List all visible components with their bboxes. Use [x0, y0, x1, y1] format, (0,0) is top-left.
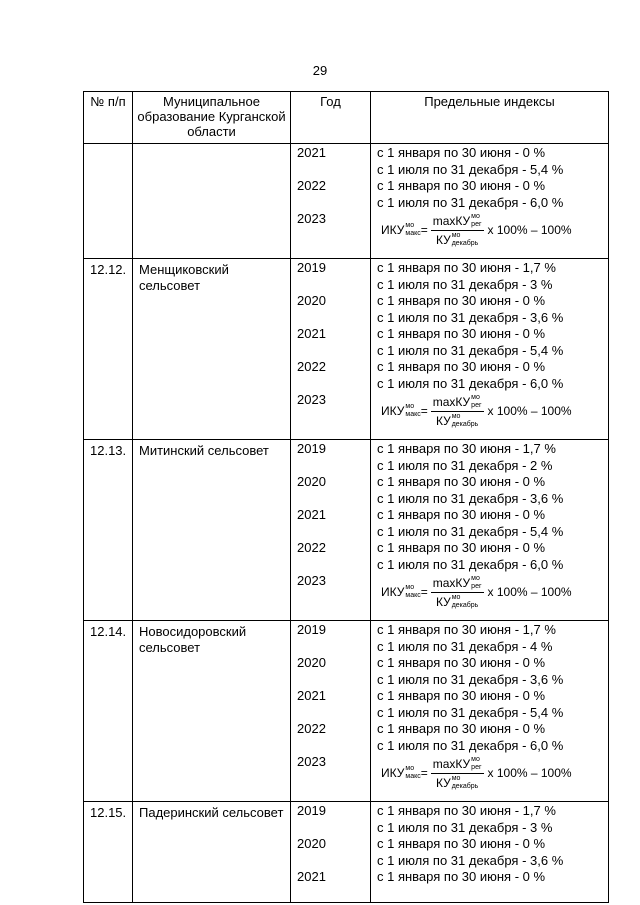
- formula-num-sup: мо: [471, 212, 480, 220]
- table-row: [84, 144, 609, 259]
- indices-cell: [371, 440, 609, 621]
- formula-rest: х 100% – 100%: [487, 766, 572, 780]
- formula-den-sup: мо: [451, 593, 461, 601]
- formula-lhs-sup: мо: [405, 403, 415, 410]
- municipality-name: Митинский сельсовет: [133, 440, 291, 621]
- index-line: с 1 января по 30 июня - 0 %: [377, 540, 546, 555]
- formula-rest: х 100% – 100%: [487, 585, 572, 599]
- formula-lhs-sub: макс: [405, 411, 421, 418]
- table-row: [84, 802, 609, 903]
- formula-num-sup: мо: [471, 574, 480, 582]
- year-value: 2022: [297, 178, 326, 193]
- formula-den-sup: мо: [451, 412, 461, 420]
- formula-den-sub: декабрь: [451, 239, 479, 247]
- row-number: 12.14.: [84, 621, 133, 802]
- formula-lhs-sup: мо: [405, 584, 415, 591]
- formula-num-sub: рег: [471, 220, 482, 228]
- formula-num-sub: рег: [471, 763, 482, 771]
- index-line: с 1 января по 30 июня - 1,7 %: [377, 803, 556, 818]
- index-formula: [377, 753, 608, 793]
- year-value: 2021: [297, 326, 326, 341]
- table-row: [84, 259, 609, 440]
- formula-den-sub: декабрь: [451, 782, 479, 790]
- municipality-name: Падеринский сельсовет: [133, 802, 291, 903]
- formula-lhs-sub: макс: [405, 773, 421, 780]
- formula-lhs: ИКУ: [381, 585, 405, 599]
- year-index-block: [377, 836, 608, 869]
- formula-num: maxКУ: [432, 575, 471, 590]
- formula-den: КУ: [435, 594, 451, 609]
- year-value: 2023: [297, 211, 326, 226]
- index-formula: [377, 572, 608, 612]
- row-number: [84, 144, 133, 259]
- formula-lhs-sub: макс: [405, 592, 421, 599]
- index-line: с 1 января по 30 июня - 0 %: [377, 178, 546, 193]
- header-year: Год: [291, 92, 371, 144]
- year-value: 2020: [297, 293, 326, 308]
- formula-lhs-sup: мо: [405, 222, 415, 229]
- formula-num-sup: мо: [471, 755, 480, 763]
- table-row: [84, 440, 609, 621]
- formula-lhs: ИКУ: [381, 404, 405, 418]
- index-line: с 1 июля по 31 декабря - 6,0 %: [377, 737, 564, 753]
- year-cell: [291, 802, 371, 903]
- formula-eq: =: [420, 766, 428, 780]
- formula-lhs-sub: макс: [405, 230, 421, 237]
- year-index-block: [377, 293, 608, 326]
- municipality-name: [133, 144, 291, 259]
- header-num: № п/п: [84, 92, 133, 144]
- formula-den: КУ: [435, 775, 451, 790]
- indices-cell: [371, 802, 609, 903]
- formula-lhs: ИКУ: [381, 223, 405, 237]
- table-body: [84, 144, 609, 903]
- year-index-block: [377, 178, 608, 211]
- year-index-block: [377, 572, 608, 619]
- year-index-block: [377, 259, 608, 293]
- year-cell: [291, 621, 371, 802]
- year-index-block: [377, 440, 608, 474]
- index-line: с 1 января по 30 июня - 0 %: [377, 145, 546, 160]
- index-line: с 1 июля по 31 декабря - 3 %: [377, 819, 553, 835]
- index-line: с 1 января по 30 июня - 0 %: [377, 836, 546, 851]
- index-line: с 1 января по 30 июня - 1,7 %: [377, 622, 556, 637]
- formula-num: maxКУ: [432, 756, 471, 771]
- page-number: 29: [312, 63, 328, 78]
- formula-den-sub: декабрь: [451, 420, 479, 428]
- year-cell: [291, 259, 371, 440]
- index-line: с 1 июля по 31 декабря - 6,0 %: [377, 194, 564, 210]
- year-value: 2020: [297, 474, 326, 489]
- index-line: с 1 января по 30 июня - 0 %: [377, 474, 546, 489]
- index-line: с 1 июля по 31 декабря - 2 %: [377, 457, 553, 473]
- formula-rest: х 100% – 100%: [487, 404, 572, 418]
- formula-num-sup: мо: [471, 393, 480, 401]
- municipality-name: Новосидоровский сельсовет: [133, 621, 291, 802]
- index-line: с 1 июля по 31 декабря - 3,6 %: [377, 852, 564, 868]
- year-value: 2023: [297, 754, 326, 769]
- indices-cell: [371, 259, 609, 440]
- index-line: с 1 января по 30 июня - 1,7 %: [377, 260, 556, 275]
- year-value: 2019: [297, 441, 326, 456]
- index-line: с 1 июля по 31 декабря - 6,0 %: [377, 556, 564, 572]
- index-line: с 1 июля по 31 декабря - 3,6 %: [377, 490, 564, 506]
- index-line: с 1 июля по 31 декабря - 6,0 %: [377, 375, 564, 391]
- table-header-row: [84, 92, 609, 144]
- formula-den-sub: декабрь: [451, 601, 479, 609]
- year-value: 2022: [297, 540, 326, 555]
- formula-rest: х 100% – 100%: [487, 223, 572, 237]
- tariff-index-table: [83, 91, 609, 903]
- year-value: 2021: [297, 869, 326, 884]
- year-value: 2020: [297, 655, 326, 670]
- year-index-block: [377, 688, 608, 721]
- table-row: [84, 621, 609, 802]
- index-line: с 1 января по 30 июня - 0 %: [377, 869, 546, 884]
- index-formula: [377, 210, 608, 250]
- year-cell: [291, 144, 371, 259]
- year-index-block: [377, 507, 608, 540]
- year-index-block: [377, 359, 608, 392]
- formula-lhs-sup: мо: [405, 765, 415, 772]
- year-cell: [291, 440, 371, 621]
- year-value: 2021: [297, 145, 326, 160]
- formula-den: КУ: [435, 413, 451, 428]
- year-index-block: [377, 655, 608, 688]
- index-formula: [377, 391, 608, 431]
- formula-num-sub: рег: [471, 582, 482, 590]
- year-value: 2020: [297, 836, 326, 851]
- formula-den-sup: мо: [451, 231, 461, 239]
- index-line: с 1 января по 30 июня - 0 %: [377, 655, 546, 670]
- year-index-block: [377, 753, 608, 800]
- indices-cell: [371, 144, 609, 259]
- index-line: с 1 января по 30 июня - 0 %: [377, 359, 546, 374]
- header-indices: Предельные индексы: [371, 92, 609, 144]
- formula-num-sub: рег: [471, 401, 482, 409]
- year-value: 2019: [297, 260, 326, 275]
- row-number: 12.15.: [84, 802, 133, 903]
- index-line: с 1 июля по 31 декабря - 4 %: [377, 638, 553, 654]
- index-line: с 1 января по 30 июня - 0 %: [377, 293, 546, 308]
- year-index-block: [377, 621, 608, 655]
- index-line: с 1 июля по 31 декабря - 5,4 %: [377, 342, 564, 358]
- index-line: с 1 июля по 31 декабря - 5,4 %: [377, 523, 564, 539]
- formula-num: maxКУ: [432, 394, 471, 409]
- header-municipality: Муниципальное образование Курганской области: [133, 92, 291, 144]
- year-index-block: [377, 540, 608, 573]
- formula-lhs: ИКУ: [381, 766, 405, 780]
- year-value: 2023: [297, 392, 326, 407]
- year-index-block: [377, 802, 608, 836]
- year-value: 2023: [297, 573, 326, 588]
- formula-den: КУ: [435, 232, 451, 247]
- formula-num: maxКУ: [432, 213, 471, 228]
- index-line: с 1 января по 30 июня - 0 %: [377, 721, 546, 736]
- index-line: с 1 июля по 31 декабря - 3,6 %: [377, 309, 564, 325]
- year-index-block: [377, 210, 608, 257]
- index-line: с 1 июля по 31 декабря - 3,6 %: [377, 671, 564, 687]
- index-line: с 1 января по 30 июня - 0 %: [377, 688, 546, 703]
- row-number: 12.13.: [84, 440, 133, 621]
- year-value: 2019: [297, 803, 326, 818]
- year-index-block: [377, 326, 608, 359]
- index-line: с 1 июля по 31 декабря - 5,4 %: [377, 704, 564, 720]
- index-line: с 1 января по 30 июня - 0 %: [377, 507, 546, 522]
- row-number: 12.12.: [84, 259, 133, 440]
- year-index-block: [377, 474, 608, 507]
- year-index-block: [377, 869, 608, 902]
- indices-cell: [371, 621, 609, 802]
- year-index-block: [377, 721, 608, 754]
- year-index-block: [377, 391, 608, 438]
- year-value: 2021: [297, 688, 326, 703]
- index-line: с 1 июля по 31 декабря - 3 %: [377, 276, 553, 292]
- formula-den-sup: мо: [451, 774, 461, 782]
- year-value: 2022: [297, 721, 326, 736]
- year-value: 2022: [297, 359, 326, 374]
- year-value: 2019: [297, 622, 326, 637]
- index-line: с 1 января по 30 июня - 0 %: [377, 326, 546, 341]
- index-line: с 1 января по 30 июня - 1,7 %: [377, 441, 556, 456]
- formula-eq: =: [420, 223, 428, 237]
- formula-eq: =: [420, 404, 428, 418]
- formula-eq: =: [420, 585, 428, 599]
- municipality-name: Менщиковский сельсовет: [133, 259, 291, 440]
- year-index-block: [377, 144, 608, 178]
- year-value: 2021: [297, 507, 326, 522]
- index-line: с 1 июля по 31 декабря - 5,4 %: [377, 161, 564, 177]
